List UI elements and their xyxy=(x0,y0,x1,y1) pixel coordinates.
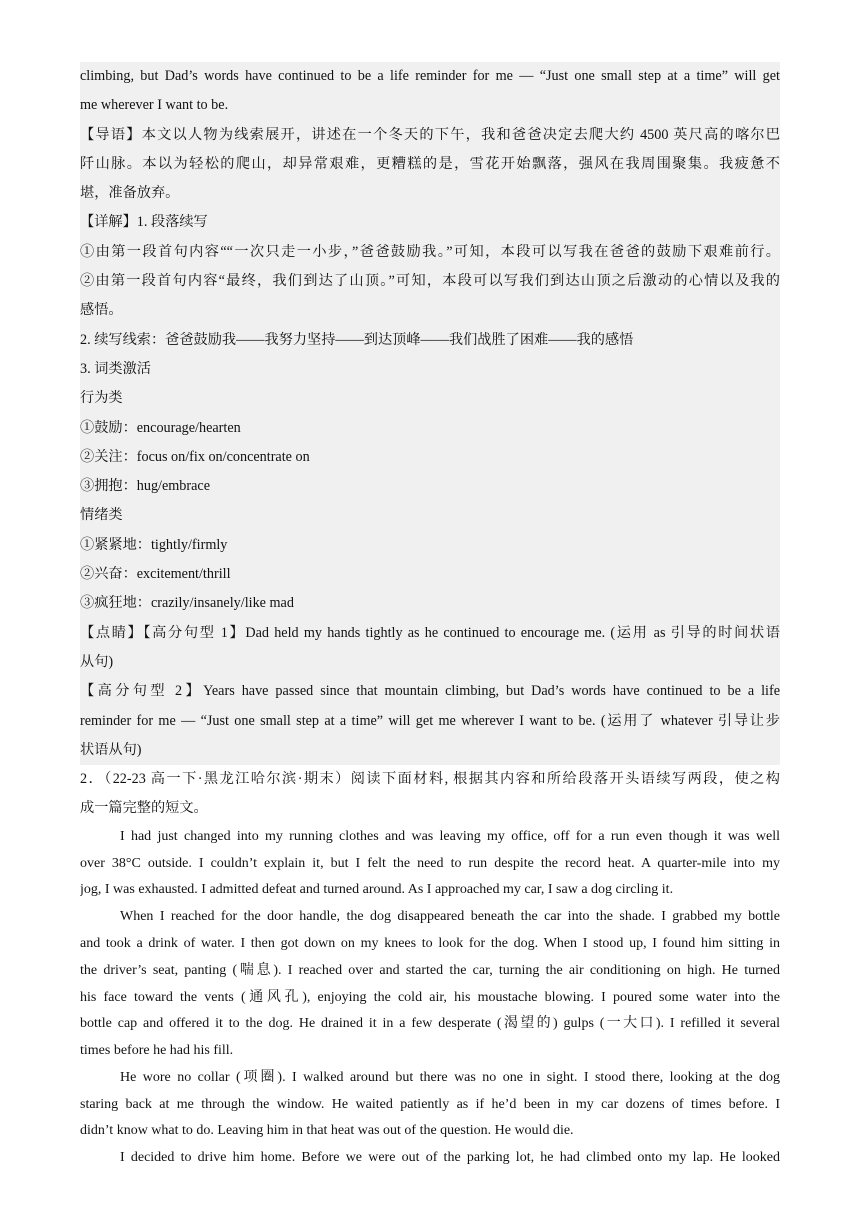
passage-line: the driver’s seat, panting (喘息). I reached over and started the car, turning the air conditioning on high. He turned xyxy=(80,962,780,978)
xiangjie-heading: 【详解】1. 段落续写 xyxy=(80,214,208,231)
text-line: reminder for me — “Just one small step at a time” will get me wherever I want to be. (运用了 whatever 引导让步 xyxy=(80,712,780,729)
reading-passage xyxy=(80,824,780,1172)
category-label: 情绪类 xyxy=(80,507,123,524)
vocab-item: ①鼓励：encourage/hearten xyxy=(80,419,241,436)
question-line: 成一篇完整的短文。 xyxy=(80,800,208,817)
passage-line: and took a drink of water. I then got down on my knees to look for the dog. When I stood up, I found him sitting in xyxy=(80,935,780,951)
text-line: me wherever I want to be. xyxy=(80,97,229,114)
answer-analysis-block xyxy=(80,62,780,765)
text-line: climbing, but Dad’s words have continued to be a life reminder for me — “Just one small step at a time” will get xyxy=(80,68,780,84)
passage-line: I had just changed into my running clothes and was leaving my office, off for a run even though it was well xyxy=(120,828,780,844)
passage-line: times before he had his fill. xyxy=(80,1043,234,1059)
text-line: 3. 词类激活 xyxy=(80,360,151,377)
passage-line: over 38°C outside. I couldn’t explain it, but I felt the need to run despite the record heat. A quarter-mile into my xyxy=(80,855,780,871)
vocab-item: ②兴奋：excitement/thrill xyxy=(80,566,231,583)
text-line: 2. 续写线索：爸爸鼓励我——我努力坚持——到达顶峰——我们战胜了困难——我的感悟 xyxy=(80,331,634,348)
text-line: 堪，准备放弃。 xyxy=(80,185,180,202)
question-line: 2．（22-23 高一下·黑龙江哈尔滨·期末）阅读下面材料, 根据其内容和所给段落开头语续写两段，使之构 xyxy=(80,771,780,788)
vocab-item: ①紧紧地：tightly/firmly xyxy=(80,536,228,553)
passage-line: his face toward the vents (通风孔), enjoying the cold air, his moustache blowing. I poured some water into the xyxy=(80,989,780,1005)
question-prompt xyxy=(80,765,780,824)
text-line: 从句) xyxy=(80,653,114,670)
text-line: ①由第一段首句内容““一次只走一小步，”爸爸鼓励我。”可知，本段可以写我在爸爸的鼓励下艰难前行。 xyxy=(80,243,780,260)
daoyu-line: 【导语】本文以人物为线索展开，讲述在一个冬天的下午，我和爸爸决定去爬大约 4500 英尺高的喀尔巴 xyxy=(80,126,780,143)
passage-line: He wore no collar (项圈). I walked around but there was no one in sight. I stood there, looking at the dog xyxy=(120,1069,780,1085)
passage-line: jog, I was exhausted. I admitted defeat and turned around. As I approached my car, I saw a dog circling it. xyxy=(80,882,674,898)
text-line: 阡山脉。本以为轻松的爬山，却异常艰难，更糟糕的是，雪花开始飘落，强风在我周围聚集。我疲惫不 xyxy=(80,155,780,172)
text-line: ②由第一段首句内容“最终，我们到达了山顶。”可知，本段可以写我们到达山顶之后激动的心情以及我的 xyxy=(80,273,780,290)
vocab-item: ③疯狂地：crazily/insanely/like mad xyxy=(80,595,294,612)
document-page xyxy=(80,62,780,1172)
category-label: 行为类 xyxy=(80,390,123,407)
dianjing-line: 【点睛】【高分句型 1】Dad held my hands tightly as he continued to encourage me. (运用 as 引导的时间状语 xyxy=(80,624,780,641)
text-line: 状语从句) xyxy=(80,741,142,758)
passage-line: didn’t know what to do. Leaving him in that heat was out of the question. He would die. xyxy=(80,1123,574,1139)
vocab-item: ②关注：focus on/fix on/concentrate on xyxy=(80,448,310,465)
text-line: 感悟。 xyxy=(80,302,123,319)
passage-line: bottle cap and offered it to the dog. He drained it in a few desperate (渴望的) gulps (一大口). I refilled it several xyxy=(80,1016,780,1032)
passage-line: I decided to drive him home. Before we were out of the parking lot, he had climbed onto my lap. He looked xyxy=(120,1150,780,1166)
vocab-item: ③拥抱：hug/embrace xyxy=(80,478,211,495)
text-line: 【高分句型 2】Years have passed since that mountain climbing, but Dad’s words have continued to be a life xyxy=(80,683,780,700)
passage-line: When I reached for the door handle, the dog disappeared beneath the car into the shade. I grabbed my bottle xyxy=(120,909,780,925)
passage-line: staring back at me through the window. He waited patiently as if he’d been in my car dozens of times before. I xyxy=(80,1096,780,1112)
